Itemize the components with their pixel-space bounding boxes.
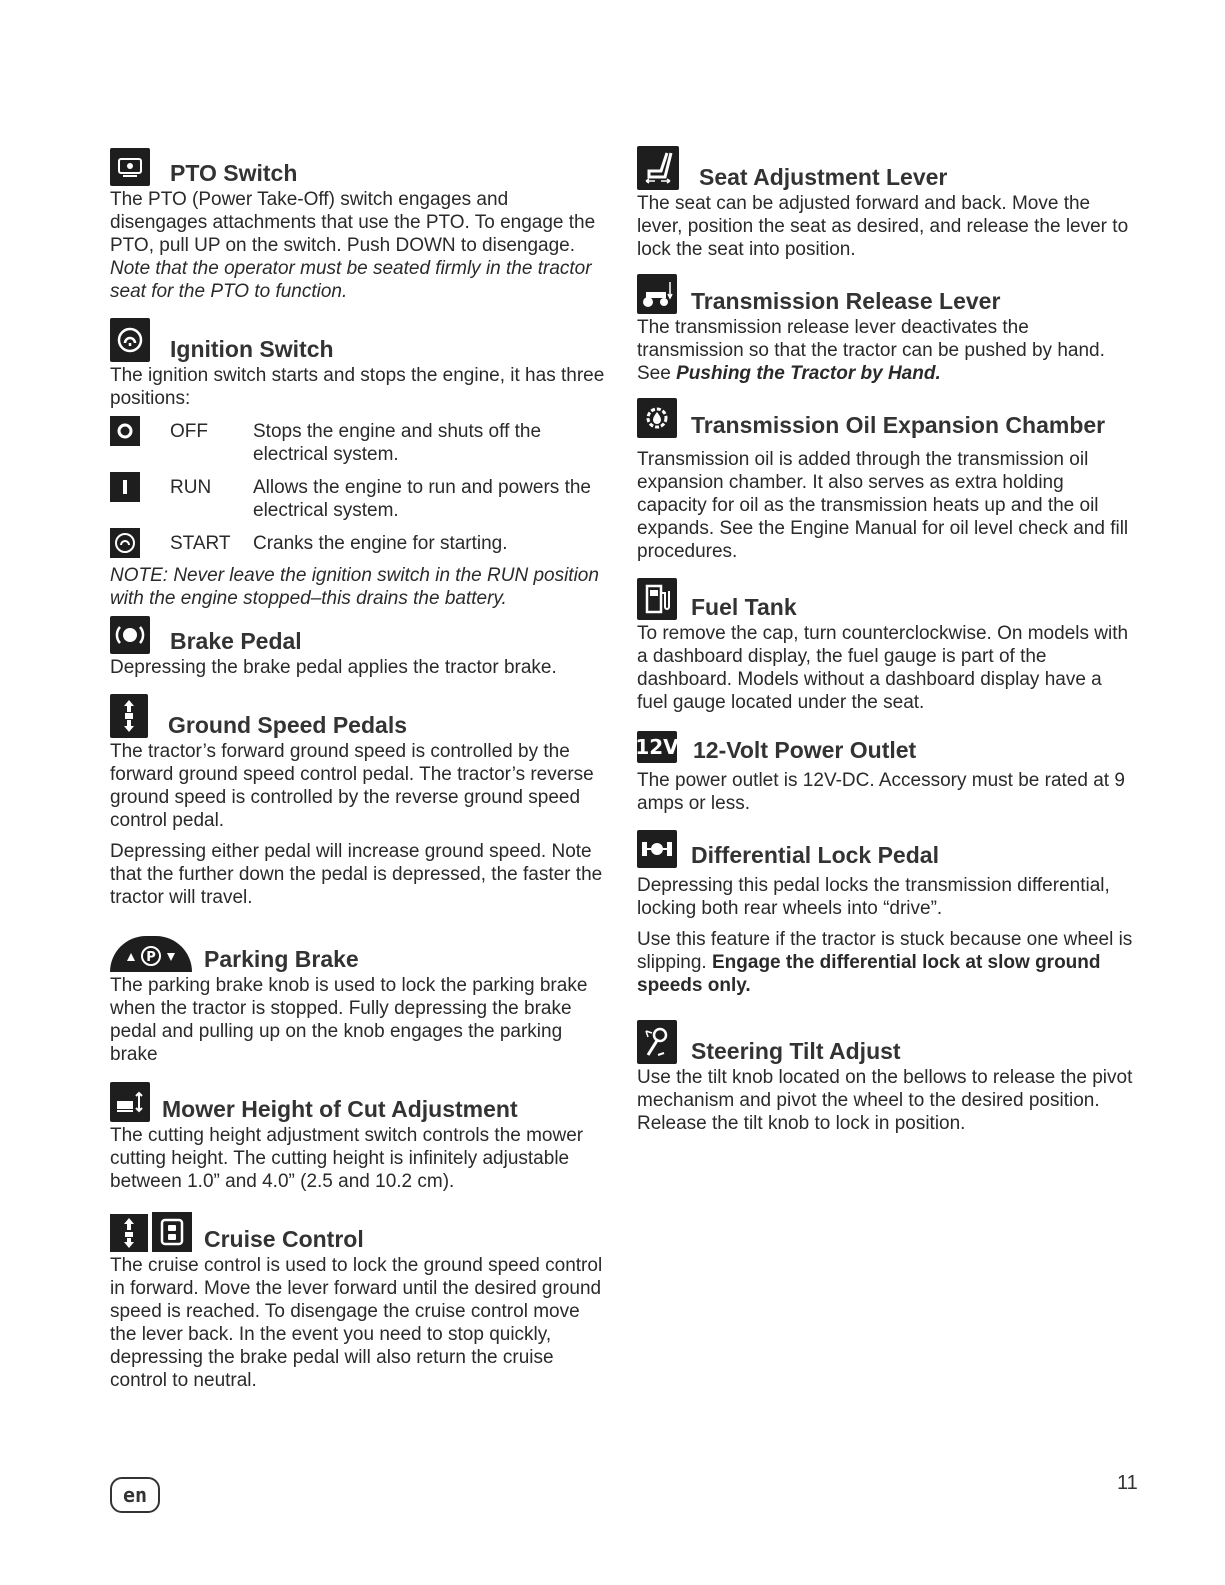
ignition-icon <box>110 318 150 362</box>
section-title: 12-Volt Power Outlet <box>693 737 917 763</box>
section-title: Transmission Oil Expansion Chamber <box>691 412 1106 438</box>
section-note: NOTE: Never leave the ignition switch in the RUN position with the engine stopped–this drains the battery. <box>110 565 599 609</box>
position-desc: Allows the engine to run and powers the electrical system. <box>253 477 591 521</box>
mower-height-icon <box>110 1082 150 1122</box>
section-body-text: The transmission release lever deactivates the transmission so that the tractor can be pushed by hand. See <box>637 317 1105 384</box>
run-icon <box>110 472 140 502</box>
section-body: Depressing this pedal locks the transmission differential, locking both rear wheels into “drive”. <box>637 875 1110 919</box>
section-body: The seat can be adjusted forward and back. Move the lever, position the seat as desired, and release the lever to lock the seat into position. <box>637 193 1129 260</box>
section-title: PTO Switch <box>170 160 298 186</box>
section-body: Transmission oil is added through the transmission oil expansion chamber. It also serves as extra holding capacity for oil as the transmission heats up and the oil expands. See the Engine Manual for oil level check and fill procedures. <box>637 449 1129 562</box>
section-title: Fuel Tank <box>691 594 797 620</box>
section-body: The power outlet is 12V-DC. Accessory must be rated at 9 amps or less. <box>637 770 1125 814</box>
steering-tilt-section <box>637 1020 1137 1143</box>
section-body <box>637 928 1137 997</box>
brake-icon <box>110 616 150 654</box>
section-note: Note that the operator must be seated firmly in the tractor seat for the PTO to function. <box>110 258 592 302</box>
parking-brake-icon <box>110 936 192 972</box>
cruise-control-icon <box>110 1212 192 1252</box>
fuel-tank-section <box>637 578 1137 722</box>
ignition-position-run <box>110 472 610 522</box>
section-body-text: Use this feature if the tractor is stuck because one wheel is slipping. <box>637 929 1133 973</box>
section-body: Depressing either pedal will increase ground speed. Note that the further down the pedal is depressed, the faster the tractor will travel. <box>110 841 603 908</box>
section-reference: Pushing the Tractor by Hand. <box>676 363 941 384</box>
section-body: The PTO (Power Take-Off) switch engages and disengages attachments that use the PTO. To engage the PTO, pull UP on the switch. Push DOWN to disengage. <box>110 189 596 256</box>
section-body <box>637 316 1137 385</box>
section-body: Use the tilt knob located on the bellows to release the pivot mechanism and pivot the wheel to the desired position. Release the tilt knob to lock in position. <box>637 1067 1133 1134</box>
oil-chamber-icon <box>637 398 677 438</box>
section-body: The ignition switch starts and stops the engine, it has three positions: <box>110 365 605 409</box>
position-name: OFF <box>170 421 208 442</box>
differential-lock-icon <box>637 830 677 868</box>
section-warning: Engage the differential lock at slow ground speeds only. <box>637 952 1101 996</box>
position-desc: Stops the engine and shuts off the electrical system. <box>253 421 542 465</box>
language-badge: en <box>110 1477 160 1513</box>
section-title: Ignition Switch <box>170 336 334 362</box>
seat-adjustment-section <box>637 146 1137 269</box>
section-title: Seat Adjustment Lever <box>699 164 948 190</box>
section-body: To remove the cap, turn counterclockwise. On models with a dashboard display, the fuel gauge is part of the dashboard. Models without a dashboard display have a fuel gauge located under the seat. <box>637 623 1129 713</box>
ignition-position-off <box>110 416 610 466</box>
section-title: Cruise Control <box>204 1226 364 1252</box>
transmission-oil-section <box>637 398 1137 571</box>
section-body: Depressing the brake pedal applies the tractor brake. <box>110 657 557 678</box>
off-icon <box>110 416 140 446</box>
section-body: The cruise control is used to lock the ground speed control in forward. Move the lever forward until the desired ground speed is reached. To disengage the cruise control move the lever back. In the event you need to stop quickly, depressing the brake pedal will also return the cruise control to neutral. <box>110 1255 603 1391</box>
pto-icon <box>110 148 150 186</box>
ignition-section <box>110 318 610 618</box>
position-name: START <box>170 533 231 554</box>
section-title: Steering Tilt Adjust <box>691 1038 901 1064</box>
section-title: Differential Lock Pedal <box>691 842 939 868</box>
start-icon <box>110 528 140 558</box>
differential-lock-section <box>637 830 1137 1005</box>
ignition-position-start <box>110 528 610 558</box>
parking-brake-section <box>110 936 610 1074</box>
steering-tilt-icon <box>637 1020 677 1064</box>
brake-section <box>110 616 610 687</box>
page-number: 11 <box>1117 1472 1138 1494</box>
transmission-release-icon <box>637 274 677 314</box>
position-desc: Cranks the engine for starting. <box>253 533 508 554</box>
section-body: The cutting height adjustment switch controls the mower cutting height. The cutting height is infinitely adjustable between 1.0” and 4.0” (2.5 and 10.2 cm). <box>110 1125 584 1192</box>
position-name: RUN <box>170 477 212 498</box>
seat-icon <box>637 146 679 190</box>
section-title: Ground Speed Pedals <box>168 712 407 738</box>
section-title: Mower Height of Cut Adjustment <box>162 1096 518 1122</box>
section-title: Transmission Release Lever <box>691 288 1001 314</box>
section-body: The parking brake knob is used to lock the parking brake when the tractor is stopped. Fully depressing the brake pedal and pulling up on the knob engages the parking brake <box>110 975 588 1065</box>
section-title: Parking Brake <box>204 946 359 972</box>
section-title: Brake Pedal <box>170 628 302 654</box>
ground-speed-icon <box>110 694 148 738</box>
power-outlet-section <box>637 731 1137 823</box>
svg-text:P: P <box>146 950 156 965</box>
transmission-release-section <box>637 274 1137 393</box>
cruise-control-section <box>110 1212 610 1400</box>
power-outlet-icon: 12V <box>637 731 677 763</box>
mower-height-section <box>110 1082 610 1201</box>
fuel-pump-icon <box>637 578 677 620</box>
ground-speed-section <box>110 694 610 917</box>
section-body: The tractor’s forward ground speed is controlled by the forward ground speed control pedal. The tractor’s reverse ground speed is controlled by the reverse ground speed control pedal. <box>110 741 594 831</box>
pto-section <box>110 148 610 311</box>
